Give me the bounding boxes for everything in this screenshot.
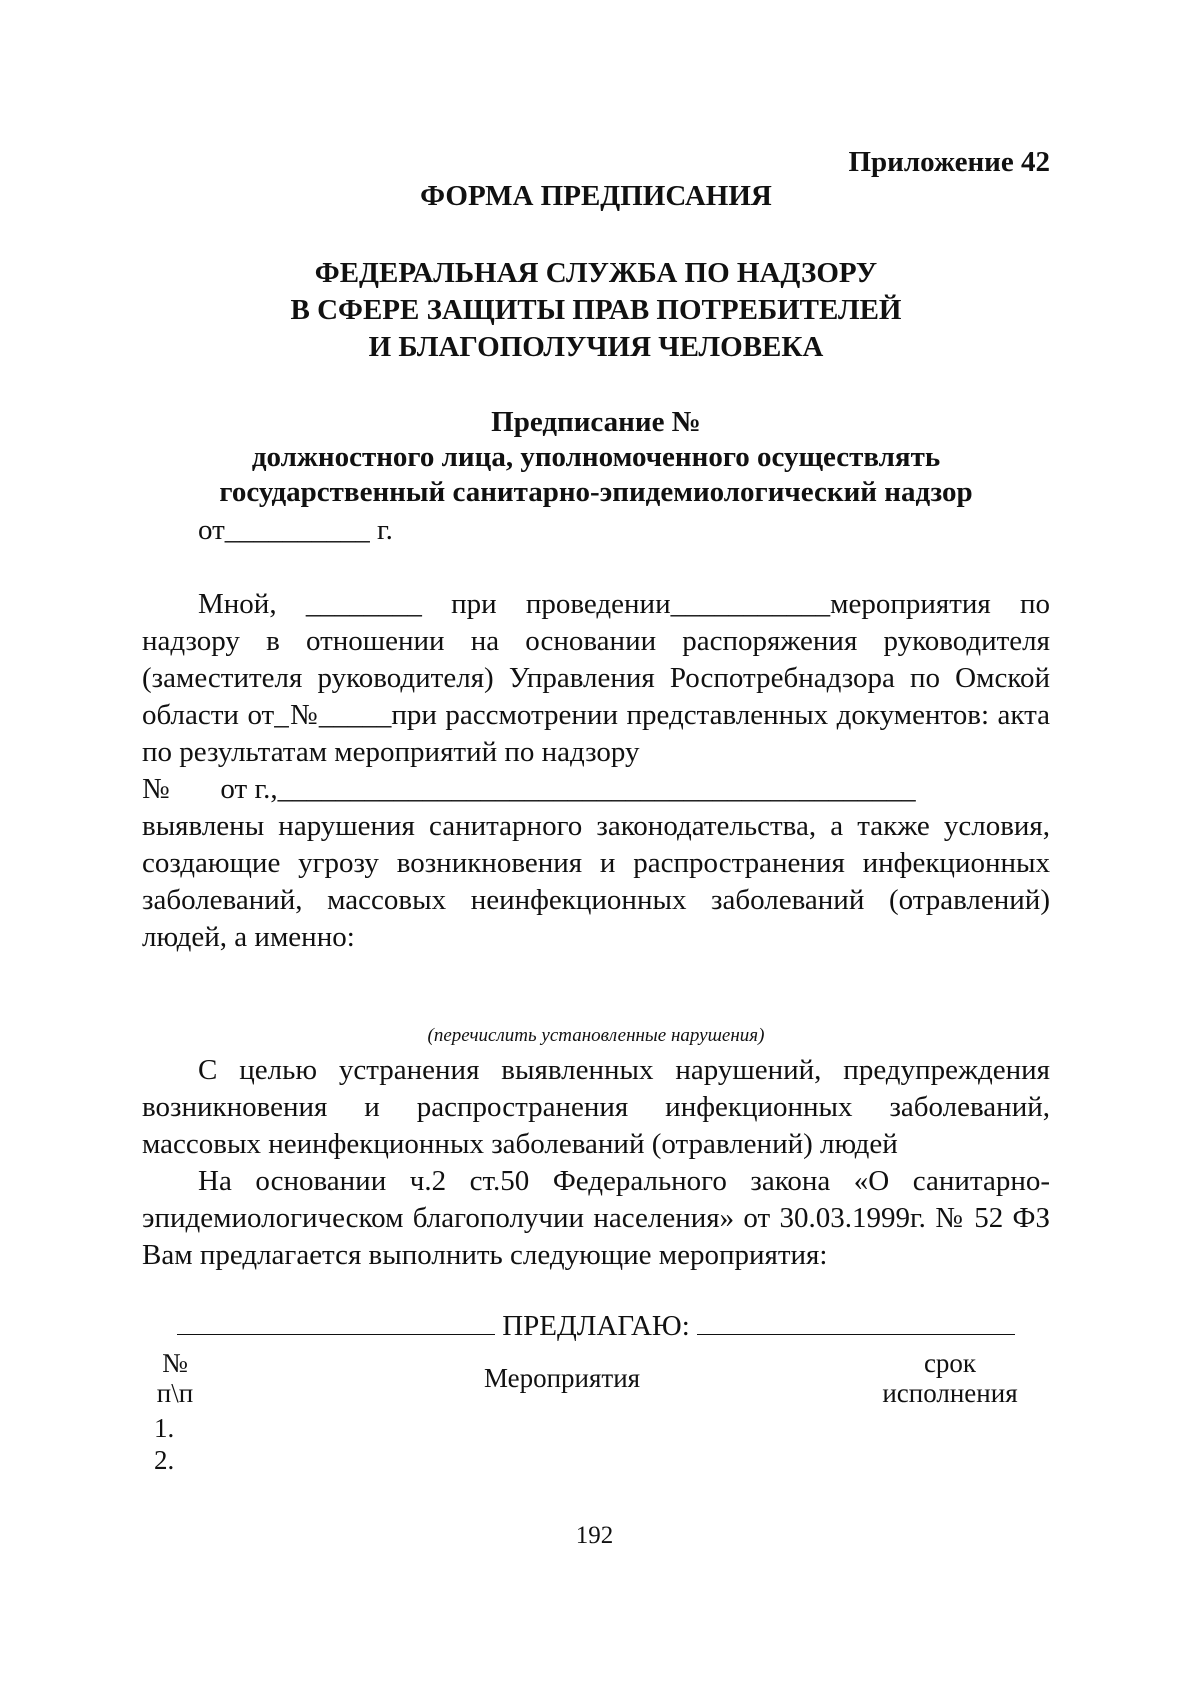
- body-paragraph-1: [142, 586, 1050, 956]
- paragraph-purpose: С целью устранения выявленных нарушений, предупреждения возникновения и распространения инфекционных заболеваний, массовых неинфекционных заболеваний (отравлений) людей: [142, 1054, 1050, 1160]
- paragraph-legal-basis: На основании ч.2 ст.50 Федерального закона «О санитарно-эпидемиологическом благополучии населения» от 30.03.1999г. № 52 ФЗ Вам предлагается выполнить следующие мероприятия:: [142, 1165, 1050, 1271]
- agency-line-2: В СФЕРЕ ЗАЩИТЫ ПРАВ ПОТРЕБИТЕЛЕЙ: [290, 294, 902, 326]
- propose-underline-left: [177, 1310, 495, 1335]
- form-title: ФОРМА ПРЕДПИСАНИЯ: [420, 180, 772, 212]
- body-paragraphs-2: [142, 1052, 1050, 1274]
- table-row: 2.: [154, 1445, 175, 1475]
- appendix-label: Приложение 42: [848, 146, 1050, 178]
- propose-heading: [142, 1310, 1050, 1343]
- header-deadline: [850, 1348, 1050, 1408]
- propose-underline-right: [697, 1310, 1015, 1335]
- table-header: [142, 1348, 1050, 1412]
- header-number-line-1: №: [162, 1348, 188, 1378]
- agency-line-1: ФЕДЕРАЛЬНАЯ СЛУЖБА ПО НАДЗОРУ: [314, 257, 878, 289]
- header-deadline-line-1: срок: [923, 1348, 977, 1378]
- header-deadline-line-2: исполнения: [882, 1378, 1018, 1408]
- agency-name: [142, 255, 1050, 366]
- paragraph-violations: выявлены нарушения санитарного законодательства, а также условия, создающие угрозу возникновения и распространения инфекционных заболеваний, массовых неинфекционных заболеваний (отравлений) людей, а именно:: [142, 810, 1050, 953]
- order-line-3: государственный санитарно-эпидемиологический надзор: [219, 476, 973, 508]
- paragraph-intro: Мной, ________ при проведении___________мероприятия по надзору в отношении на основании распоряжения руководителя (заместителя руководителя) Управления Роспотребнадзора по Омской области от_№_____при рассмотрении представленных документов: акта по результатам мероприятий по надзору: [142, 588, 1050, 768]
- table-row: 1.: [154, 1413, 175, 1443]
- header-measures: Мероприятия: [483, 1363, 641, 1393]
- header-number: [142, 1348, 208, 1408]
- paragraph-act-number: № от г.,____________________________________________: [142, 773, 916, 805]
- order-date-line: от__________ г.: [198, 514, 393, 546]
- order-heading: [142, 405, 1050, 510]
- agency-line-3: И БЛАГОПОЛУЧИЯ ЧЕЛОВЕКА: [368, 331, 824, 363]
- page-number: 192: [575, 1522, 614, 1549]
- order-line-1: Предписание №: [491, 406, 701, 438]
- violations-note: (перечислить установленные нарушения): [427, 1025, 765, 1046]
- order-line-2: должностного лица, уполномоченного осуществлять: [251, 441, 941, 473]
- header-number-line-2: п\п: [156, 1378, 194, 1408]
- propose-label: ПРЕДЛАГАЮ:: [502, 1310, 690, 1342]
- measures-table: [142, 1348, 1050, 1476]
